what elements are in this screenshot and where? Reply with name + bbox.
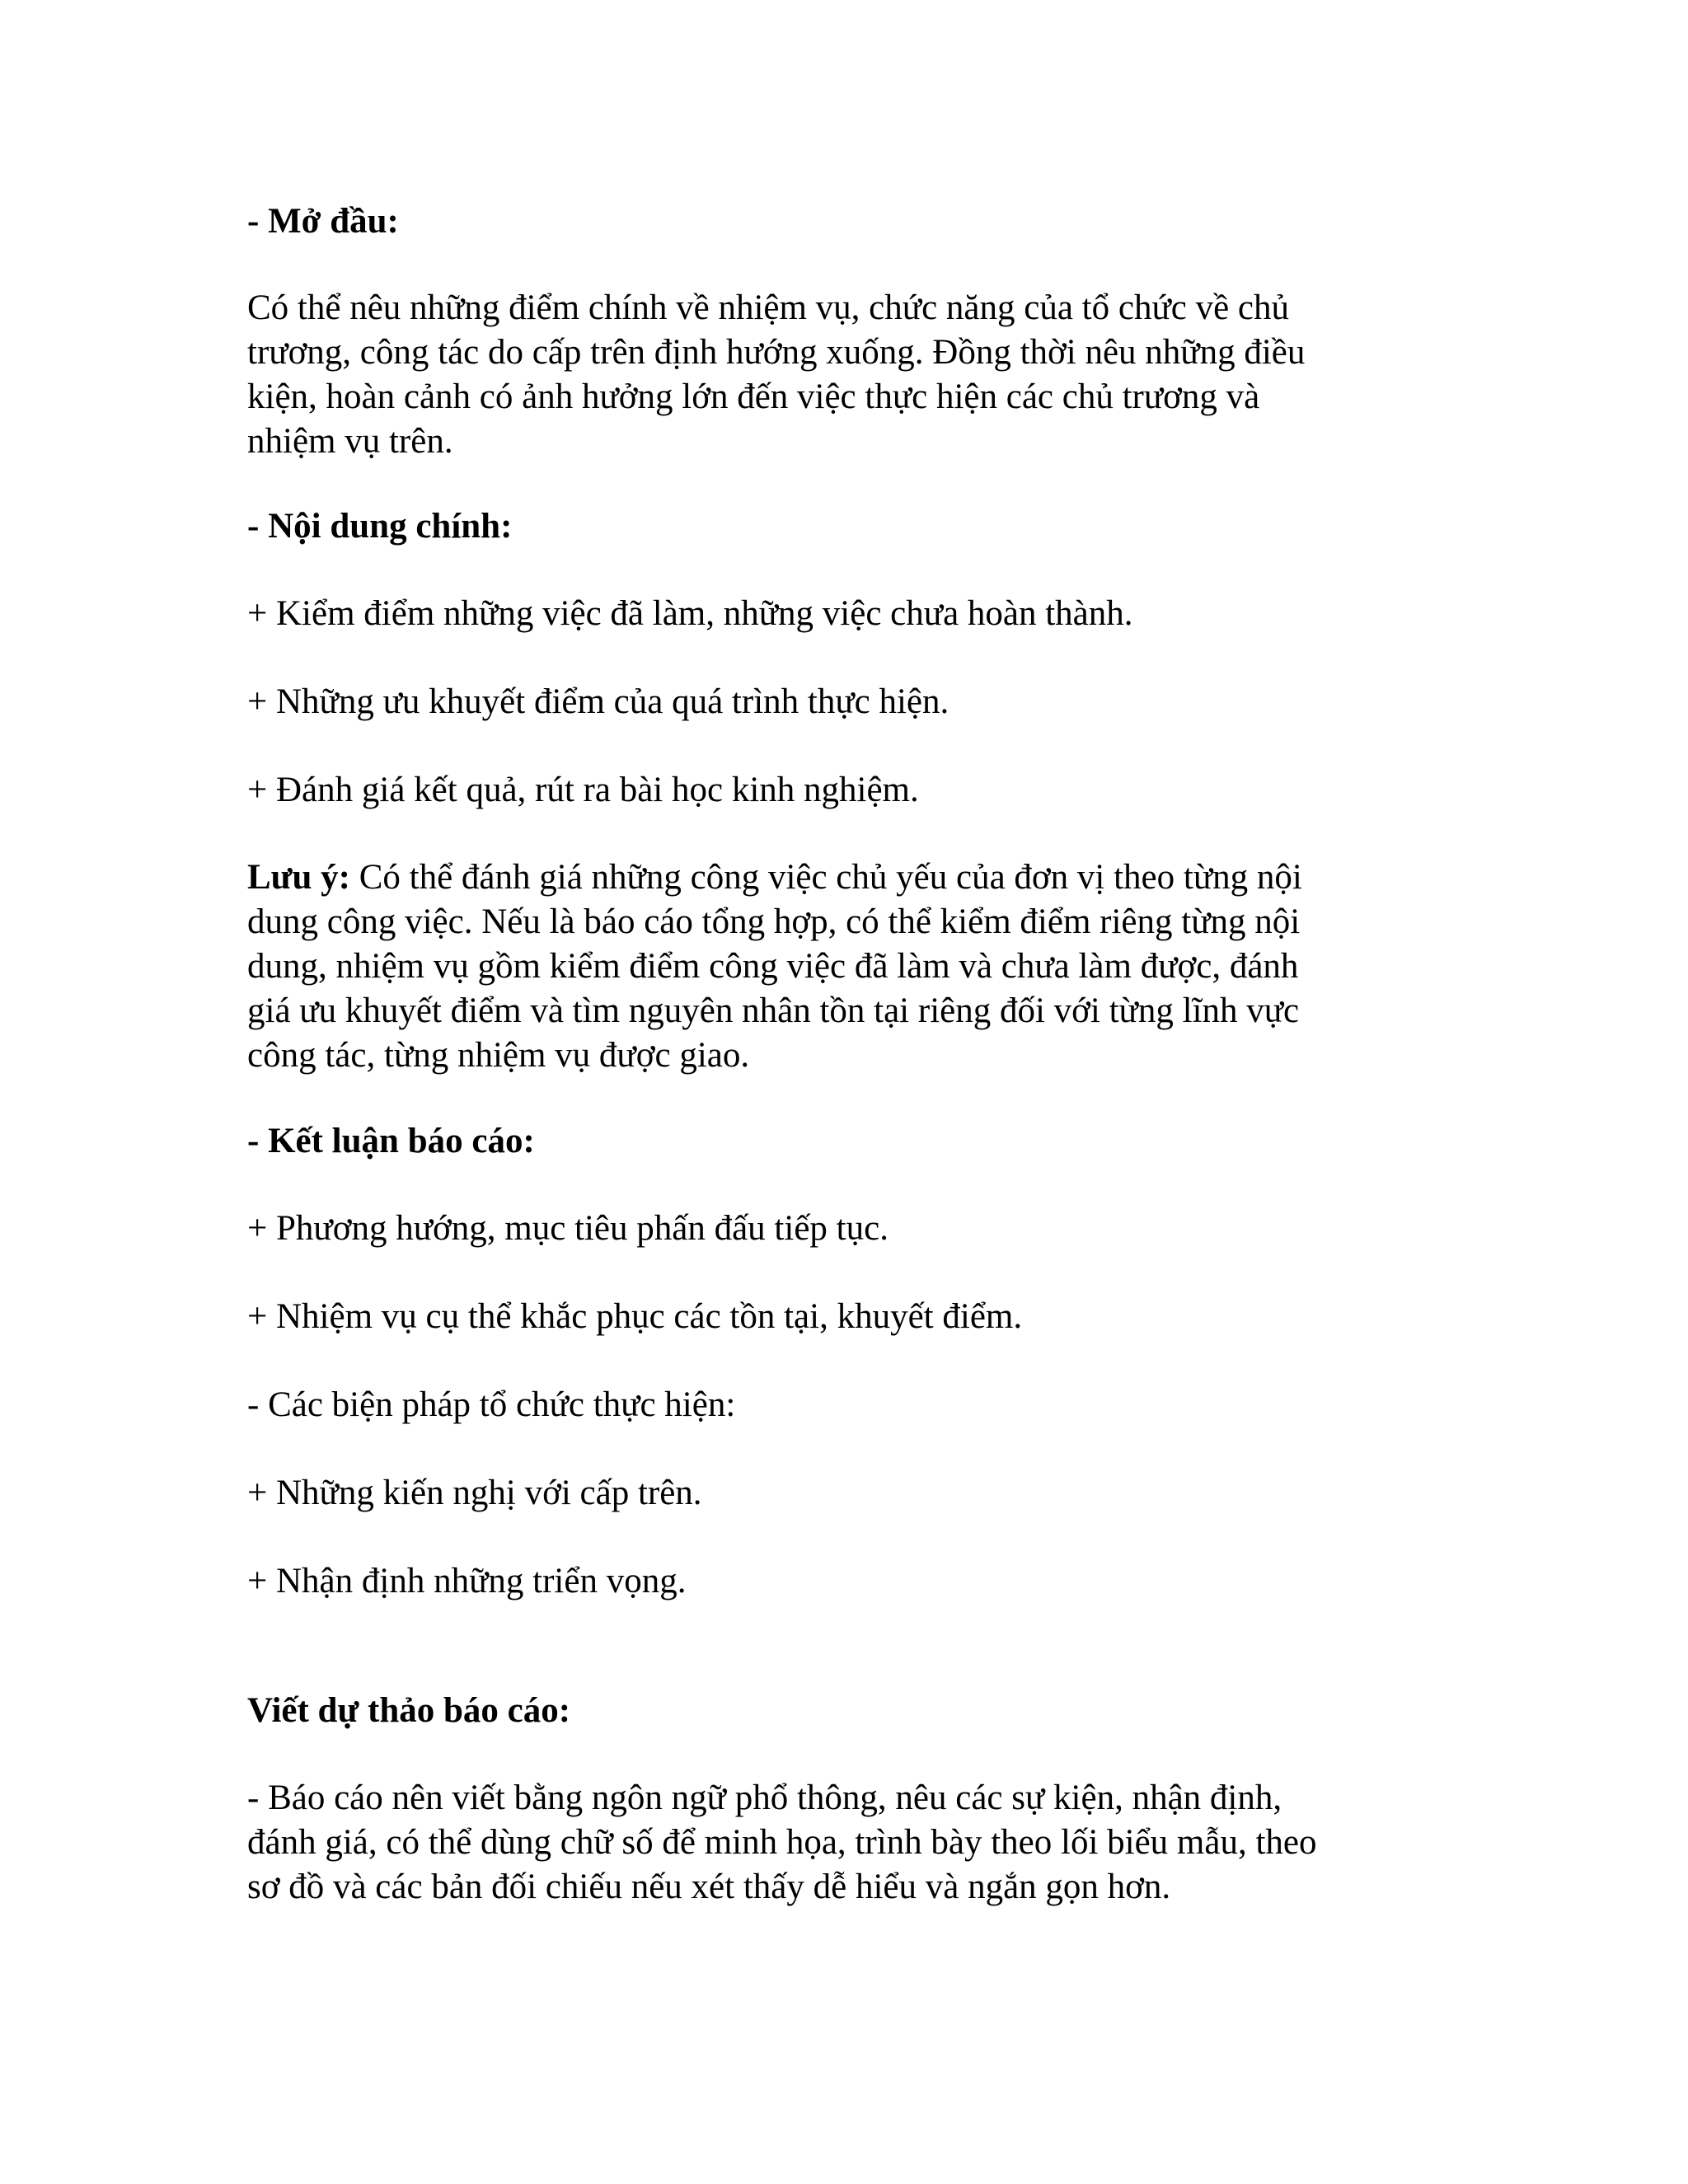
conclusion-item-2: + Nhiệm vụ cụ thể khắc phục các tồn tại, khuyết điểm. <box>247 1297 1023 1336</box>
note-line-3: dung, nhiệm vụ gồm kiểm điểm công việc đã làm và chưa làm được, đánh <box>247 947 1299 986</box>
conclusion-heading: - Kết luận báo cáo: <box>247 1122 535 1160</box>
note-line-1 <box>247 855 1302 900</box>
draft-line-2: đánh giá, có thể dùng chữ số để minh họa, trình bày theo lối biểu mẫu, theo <box>247 1823 1317 1862</box>
intro-line-4: nhiệm vụ trên. <box>247 422 453 461</box>
intro-line-2: trương, công tác do cấp trên định hướng xuống. Đồng thời nêu những điều <box>247 333 1306 372</box>
main-heading: - Nội dung chính: <box>247 507 513 546</box>
draft-line-3: sơ đồ và các bản đối chiếu nếu xét thấy dễ hiểu và ngắn gọn hơn. <box>247 1868 1171 1906</box>
note-line-4: giá ưu khuyết điểm và tìm nguyên nhân tồn tại riêng đối với từng lĩnh vực <box>247 991 1300 1030</box>
intro-line-1: Có thể nêu những điểm chính về nhiệm vụ, chức năng của tổ chức về chủ <box>247 288 1290 327</box>
conclusion-item-1: + Phương hướng, mục tiêu phấn đấu tiếp tục. <box>247 1209 889 1248</box>
intro-heading: - Mở đầu: <box>247 202 399 241</box>
conclusion-item-3: - Các biện pháp tổ chức thực hiện: <box>247 1385 736 1424</box>
main-item-1: + Kiểm điểm những việc đã làm, những việc chưa hoàn thành. <box>247 594 1133 633</box>
conclusion-item-5: + Nhận định những triển vọng. <box>247 1562 687 1601</box>
note-line-1-text: Có thể đánh giá những công việc chủ yếu của đơn vị theo từng nội <box>349 858 1302 897</box>
draft-line-1: - Báo cáo nên viết bằng ngôn ngữ phổ thông, nêu các sự kiện, nhận định, <box>247 1779 1282 1817</box>
conclusion-item-4: + Những kiến nghị với cấp trên. <box>247 1474 702 1512</box>
main-item-3: + Đánh giá kết quả, rút ra bài học kinh nghiệm. <box>247 771 919 809</box>
draft-heading: Viết dự thảo báo cáo: <box>247 1691 571 1730</box>
main-item-2: + Những ưu khuyết điểm của quá trình thực hiện. <box>247 682 950 721</box>
note-label: Lưu ý: <box>247 858 350 897</box>
note-line-2: dung công việc. Nếu là báo cáo tổng hợp, có thể kiểm điểm riêng từng nội <box>247 902 1301 941</box>
intro-line-3: kiện, hoàn cảnh có ảnh hưởng lớn đến việc thực hiện các chủ trương và <box>247 377 1260 416</box>
note-line-5: công tác, từng nhiệm vụ được giao. <box>247 1036 750 1075</box>
